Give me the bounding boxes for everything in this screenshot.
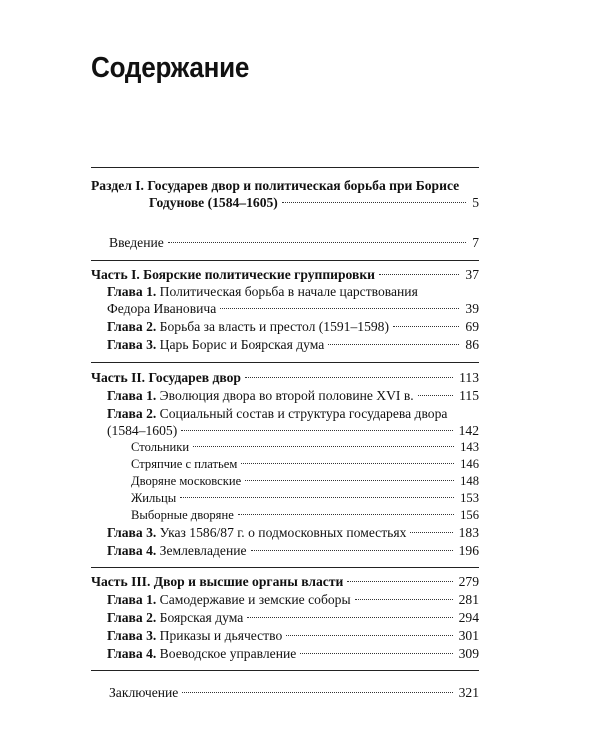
page-number: 156: [460, 508, 479, 522]
dot-leader: [238, 514, 454, 515]
page-number: 279: [458, 574, 479, 589]
entry-title: Борьба за власть и престол (1591–1598): [156, 319, 389, 334]
chapter-number: Глава 2.: [107, 406, 157, 421]
divider: [91, 567, 479, 568]
dot-leader: [418, 395, 453, 396]
dot-leader: [181, 430, 452, 431]
dot-leader: [220, 308, 459, 309]
page-number: 321: [458, 685, 479, 700]
chapter-number: Глава 2.: [107, 610, 157, 625]
chapter-number: Глава 1.: [107, 388, 157, 403]
chapter-number: Глава 3.: [107, 628, 157, 643]
page-number: 196: [458, 543, 479, 558]
toc-entry-section-1: [91, 177, 479, 211]
page-number: 5: [472, 195, 479, 210]
divider: [91, 362, 479, 363]
chapter-number: Глава 3.: [107, 337, 157, 352]
toc-entry-part-2: [91, 369, 479, 386]
dot-leader: [245, 480, 454, 481]
entry-title: Указ 1586/87 г. о подмосковных поместьях: [156, 525, 407, 540]
toc-entry-chapter: [91, 627, 479, 644]
entry-title: Выборные дворяне: [131, 508, 234, 522]
page-number: 148: [460, 474, 479, 488]
toc-entry-subsection: [91, 507, 479, 524]
chapter-number: Глава 2.: [107, 319, 157, 334]
toc-entry-subsection: [91, 439, 479, 456]
chapter-number: Глава 4.: [107, 646, 157, 661]
dot-leader: [182, 692, 452, 693]
page-number: 153: [460, 491, 479, 505]
toc-entry-part-1: [91, 266, 479, 283]
dot-leader: [247, 617, 452, 618]
dot-leader: [347, 581, 452, 582]
toc-entry-chapter: [91, 645, 479, 662]
page-number: 37: [465, 267, 479, 282]
entry-title-line-1: Раздел I. Государев двор и политическая борьба при Борисе: [91, 178, 460, 193]
entry-title-line-1: Политическая борьба в начале царствования: [156, 284, 418, 299]
divider: [91, 167, 479, 168]
page-number: 309: [458, 646, 479, 661]
entry-title: Боярская дума: [156, 610, 244, 625]
entry-title: Часть III. Двор и высшие органы власти: [91, 574, 344, 589]
dot-leader: [410, 532, 452, 533]
entry-title: Дворяне московские: [131, 474, 242, 488]
entry-title-line-1: Социальный состав и структура государева двора: [156, 406, 448, 421]
chapter-number: Глава 4.: [107, 543, 157, 558]
dot-leader: [193, 446, 454, 447]
toc-entry-subsection: [91, 490, 479, 507]
chapter-number: Глава 1.: [107, 284, 157, 299]
toc-entry-chapter: [91, 318, 479, 335]
dot-leader: [328, 344, 459, 345]
toc-entry-part-3: [91, 573, 479, 590]
entry-title: Стольники: [131, 440, 190, 454]
toc-entry-chapter: [91, 336, 479, 353]
page-number: 183: [458, 525, 479, 540]
page-number: 7: [472, 235, 479, 250]
chapter-number: Глава 3.: [107, 525, 157, 540]
dot-leader: [282, 202, 466, 203]
page-number: 115: [459, 388, 479, 403]
page-number: 146: [460, 457, 479, 471]
entry-title: Приказы и дьячество: [156, 628, 283, 643]
page-number: 281: [458, 592, 479, 607]
page-number: 142: [458, 423, 479, 438]
toc-entry-chapter: [91, 524, 479, 541]
toc-entry-introduction: [91, 234, 479, 251]
toc-entry-chapter: [91, 609, 479, 626]
entry-title: Царь Борис и Боярская дума: [156, 337, 325, 352]
divider: [91, 670, 479, 671]
entry-title: Самодержавие и земские соборы: [156, 592, 351, 607]
entry-title-line-2: Федора Ивановича: [107, 301, 217, 316]
toc-entry-subsection: [91, 456, 479, 473]
dot-leader: [379, 274, 459, 275]
divider: [91, 260, 479, 261]
dot-leader: [300, 653, 452, 654]
entry-title: Часть I. Боярские политические группировки: [91, 267, 376, 282]
toc-entry-chapter: [91, 387, 479, 404]
entry-title-line-2: Годунове (1584–1605): [149, 195, 278, 210]
dot-leader: [393, 326, 459, 327]
entry-title: Стряпчие с платьем: [131, 457, 238, 471]
dot-leader: [245, 377, 453, 378]
dot-leader: [251, 550, 453, 551]
entry-title: Землевладение: [156, 543, 247, 558]
chapter-number: Глава 1.: [107, 592, 157, 607]
toc-entry-chapter: [91, 542, 479, 559]
toc-entry-subsection: [91, 473, 479, 490]
entry-title: Заключение: [109, 685, 179, 700]
entry-title: Часть II. Государев двор: [91, 370, 241, 385]
dot-leader: [286, 635, 452, 636]
page-number: 301: [458, 628, 479, 643]
entry-title: Жильцы: [131, 491, 177, 505]
page-number: 69: [465, 319, 479, 334]
toc-entry-chapter: [91, 591, 479, 608]
page-number: 113: [459, 370, 479, 385]
entry-title: Введение: [109, 235, 164, 250]
entry-title: Воеводское управление: [156, 646, 297, 661]
entry-title-line-2: (1584–1605): [107, 423, 178, 438]
dot-leader: [355, 599, 453, 600]
dot-leader: [180, 497, 454, 498]
entry-title: Эволюция двора во второй половине XVI в.: [156, 388, 414, 403]
dot-leader: [168, 242, 466, 243]
page-number: 143: [460, 440, 479, 454]
dot-leader: [241, 463, 454, 464]
toc-entry-conclusion: [91, 684, 479, 701]
page-number: 86: [465, 337, 479, 352]
page-number: 294: [458, 610, 479, 625]
page-number: 39: [465, 301, 479, 316]
toc-heading: Содержание: [91, 52, 250, 84]
toc-entry-chapter: [91, 405, 479, 439]
toc-entry-chapter: [91, 283, 479, 317]
